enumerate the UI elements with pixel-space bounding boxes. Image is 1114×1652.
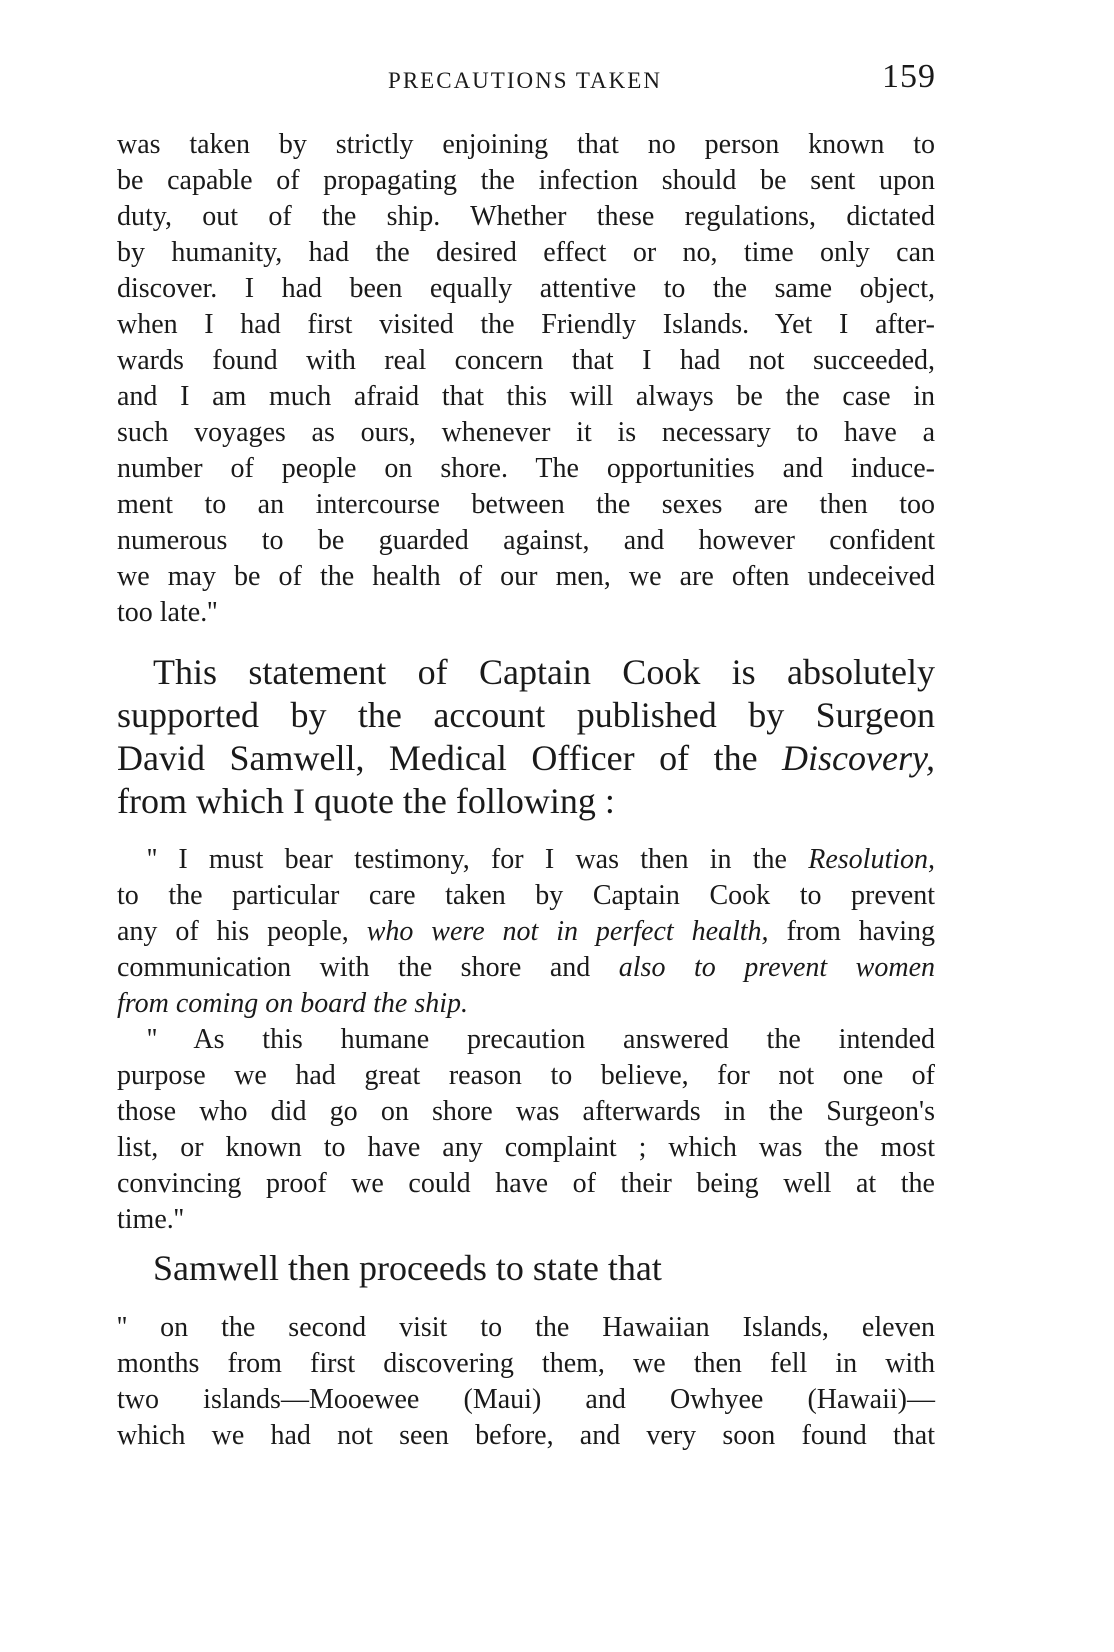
text-segment: This statement of Captain Cook is absolutely	[153, 652, 935, 692]
text-line	[117, 595, 935, 631]
text-segment: purpose we had great reason to believe, for not one of	[117, 1060, 935, 1091]
text-line	[117, 127, 935, 163]
text-line	[117, 343, 935, 379]
text-segment: '' As this humane precaution answered the intended	[147, 1024, 935, 1055]
text-segment: '' on the second visit to the Hawaiian Islands, eleven	[117, 1312, 935, 1343]
text-segment: duty, out of the ship. Whether these regulations, dictated	[117, 201, 935, 232]
text-line	[117, 451, 935, 487]
paragraph-statement	[117, 651, 935, 823]
text-line	[117, 842, 935, 878]
text-line	[117, 986, 935, 1022]
text-segment: we may be of the health of our men, we are often undeceived	[117, 561, 935, 592]
text-segment: ment to an intercourse between the sexes are then too	[117, 489, 935, 520]
text-segment: when I had first visited the Friendly Islands. Yet I after-	[117, 309, 935, 340]
text-line	[117, 307, 935, 343]
text-line	[117, 1382, 935, 1418]
text-segment: be capable of propagating the infection should be sent upon	[117, 165, 935, 196]
paragraph-quote-samwell	[117, 842, 935, 1238]
page-header	[0, 58, 1114, 98]
italic-text: who were not in perfect health,	[366, 916, 769, 947]
text-line	[117, 1346, 935, 1382]
text-line	[117, 1310, 935, 1346]
text-line	[117, 1166, 935, 1202]
text-line	[117, 163, 935, 199]
text-line	[117, 487, 935, 523]
text-segment: such voyages as ours, whenever it is necessary to have a	[117, 417, 935, 448]
text-line	[117, 559, 935, 595]
text-segment: David Samwell, Medical Officer of the	[117, 738, 783, 778]
text-segment: which we had not seen before, and very soon found that	[117, 1420, 935, 1451]
text-segment: those who did go on shore was afterwards in the Surgeon's	[117, 1096, 935, 1127]
text-line	[117, 1202, 935, 1238]
italic-text: Discovery,	[782, 738, 935, 778]
text-segment: list, or known to have any complaint ; which was the most	[117, 1132, 935, 1163]
text-line	[117, 199, 935, 235]
text-segment: wards found with real concern that I had not succeeded,	[117, 345, 935, 376]
italic-text: also to prevent women	[618, 952, 935, 983]
text-line	[117, 1418, 935, 1454]
running-title: PRECAUTIONS TAKEN	[388, 68, 662, 93]
text-line	[117, 651, 935, 694]
paragraph-quote-second-visit	[117, 1310, 935, 1454]
text-line	[117, 878, 935, 914]
text-line	[117, 1094, 935, 1130]
text-line	[117, 523, 935, 559]
text-line	[117, 737, 935, 780]
page-number: 159	[882, 58, 936, 95]
text-segment: from having	[768, 916, 936, 947]
text-line	[117, 235, 935, 271]
text-segment: '' I must bear testimony, for I was then in the	[147, 844, 809, 875]
text-segment: any of his people,	[117, 916, 367, 947]
text-line	[117, 914, 935, 950]
text-segment: by humanity, had the desired effect or no, time only can	[117, 237, 935, 268]
text-segment: time.''	[117, 1204, 184, 1235]
text-segment: months from first discovering them, we then fell in with	[117, 1348, 935, 1379]
text-segment: to the particular care taken by Captain Cook to prevent	[117, 880, 935, 911]
text-segment: Samwell then proceeds to state that	[153, 1248, 662, 1288]
text-segment: from which I quote the following :	[117, 781, 615, 821]
text-segment: supported by the account published by Surgeon	[117, 695, 935, 735]
text-line	[117, 1022, 935, 1058]
text-line	[117, 379, 935, 415]
text-segment: convincing proof we could have of their being well at the	[117, 1168, 935, 1199]
text-segment: too late.''	[117, 597, 218, 628]
text-line	[117, 1130, 935, 1166]
paragraph-quote-cook	[117, 127, 935, 631]
text-line	[117, 1058, 935, 1094]
text-line	[117, 694, 935, 737]
text-segment: was taken by strictly enjoining that no person known to	[117, 129, 935, 160]
text-line	[117, 1247, 935, 1290]
text-line	[117, 271, 935, 307]
text-segment: numerous to be guarded against, and however confident	[117, 525, 935, 556]
text-line	[117, 780, 935, 823]
text-segment: number of people on shore. The opportunities and induce-	[117, 453, 935, 484]
text-line	[117, 415, 935, 451]
paragraph-samwell-proceeds	[117, 1247, 935, 1290]
italic-text: Resolution,	[808, 844, 935, 875]
text-segment: two islands—Mooewee (Maui) and Owhyee (Hawaii)—	[117, 1384, 935, 1415]
italic-text: from coming on board the ship.	[117, 988, 469, 1019]
text-segment: communication with the shore and	[117, 952, 619, 983]
text-segment: discover. I had been equally attentive to the same object,	[117, 273, 935, 304]
text-segment: and I am much afraid that this will always be the case in	[117, 381, 935, 412]
text-line	[117, 950, 935, 986]
